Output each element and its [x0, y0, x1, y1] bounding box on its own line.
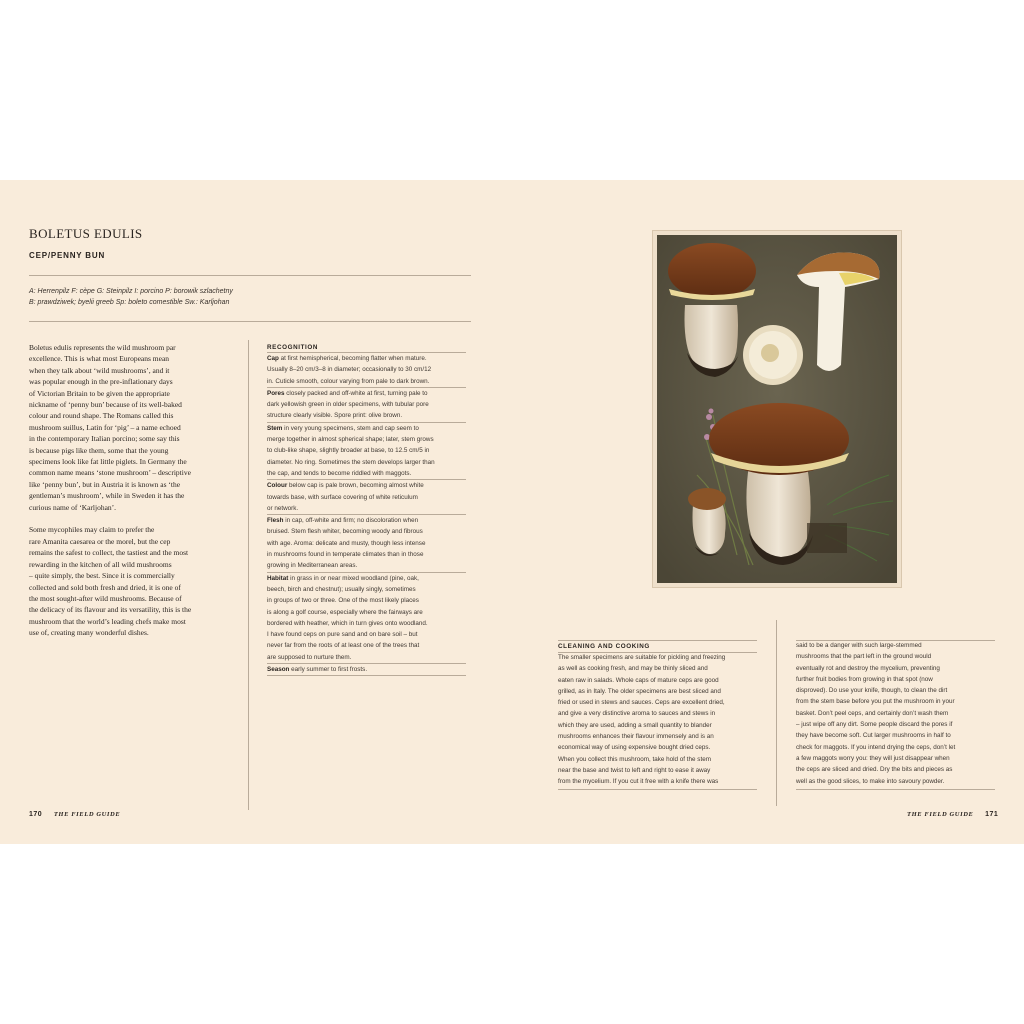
text-line: in. Cuticle smooth, colour varying from pale to dark brown. — [267, 377, 430, 385]
recognition-term: Colour — [267, 482, 288, 490]
text-line: – just wipe off any dirt. Some people discard the pores if — [796, 721, 953, 729]
text-line: in the contemporary Italian porcino; some say this — [29, 434, 180, 444]
text-line: curious name of ‘Karljohan’. — [29, 502, 117, 512]
species-title: BOLETUS EDULIS — [29, 226, 143, 241]
cooking-heading: CLEANING AND COOKING — [558, 643, 650, 650]
recognition-term: Stem — [267, 424, 283, 432]
text-line: in groups of two or three. One of the most likely places — [267, 597, 419, 605]
text-line: specimens look like fat little piglets. In Germany the — [29, 457, 187, 467]
text-line: I have found ceps on pure sand and on bare soil – but — [267, 631, 418, 639]
text-line: near the base and twist to left and right to ease it away — [558, 766, 711, 774]
text-line: nickname of ‘penny bun’ because of its well-baked — [29, 400, 182, 410]
right-column-divider — [776, 620, 777, 806]
cooking-bottom-rule — [558, 789, 757, 790]
text-line: mushroom suillus, Latin for ‘pig’ – a name echoed — [29, 422, 181, 432]
text-line: excellence. This is what most Europeans mean — [29, 354, 170, 364]
title-divider — [29, 275, 471, 276]
text-line: check for maggots. If you intend drying the ceps, don’t let — [796, 743, 956, 751]
common-names — [29, 286, 469, 308]
text-line: eventually rot and destroy the mycelium, preventing — [796, 664, 940, 672]
text-line: from the stem base before you put the mushroom in your — [796, 698, 955, 706]
text-line: further fruit bodies from growing in that spot (now — [796, 675, 933, 683]
text-line: structure clearly visible. Spore print: olive brown. — [267, 412, 403, 420]
recognition-text: below cap is pale brown, becoming almost white — [287, 482, 424, 490]
text-line: growing in Mediterranean areas. — [267, 562, 358, 570]
text-line: bordered with heather, which in turn gives onto woodland. — [267, 619, 428, 627]
text-line: the cap, and tends to become riddled with maggots. — [267, 469, 412, 477]
text-line: remains the safest to collect, the tastiest and the most — [29, 548, 189, 558]
text-line: like ‘penny bun’, but in Austria it is known as ‘the — [29, 479, 181, 489]
text-line: common name means ‘stone mushroom’ – descriptive — [29, 468, 191, 478]
text-line: towards base, with surface covering of white reticulum — [267, 493, 418, 501]
recognition-term: Cap — [267, 355, 279, 362]
text-line: diameter. No ring. Sometimes the stem develops larger than — [267, 458, 435, 466]
text-line: which they are used, adding a small quantity to blander — [558, 721, 712, 729]
text-line: use of, creating many wonderful dishes. — [29, 628, 149, 638]
text-line: was popular enough in the pre-inflationary days — [29, 377, 173, 387]
text-line: as well as cooking fresh, and may be thinly sliced and — [558, 665, 708, 673]
text-line: with age. Aroma: delicate and musty, though less intense — [267, 539, 426, 547]
text-line: Some mycophiles may claim to prefer the — [29, 525, 155, 535]
recognition-text: early summer to first frosts. — [289, 666, 368, 674]
text-line: The smaller specimens are suitable for pickling and freezing — [558, 654, 726, 661]
text-line: merge together in almost spherical shape; later, stem grows — [267, 436, 434, 444]
recognition-entry — [267, 387, 466, 422]
recognition-term: Habitat — [267, 574, 289, 582]
text-line — [267, 423, 466, 434]
recognition-term: Season — [267, 666, 290, 674]
text-line: rewarding in the kitchen of all wild mushrooms — [29, 559, 172, 569]
recognition-entry — [267, 479, 466, 514]
recognition-text: in grass in or near mixed woodland (pine, oak, — [288, 574, 419, 582]
text-line — [267, 515, 466, 526]
text-line: dark yellowish green in older specimens, with tubular pore — [267, 401, 429, 409]
intro-paragraph-2 — [29, 524, 235, 638]
intro-text — [29, 342, 235, 650]
text-line: the ceps are sliced and dried. Dry the bits and pieces as — [796, 766, 953, 774]
cooking-column-1 — [558, 652, 758, 788]
page-number: 171 — [985, 811, 999, 818]
text-line: when they talk about ‘wild mushrooms’, and it — [29, 365, 170, 375]
text-line: of Victorian Britain to be given the appropriate — [29, 388, 170, 398]
text-line: to club-like shape, slightly broader at base, to 12.5 cm/5 in — [267, 447, 430, 455]
mushroom-photo — [652, 230, 902, 588]
column-divider — [248, 340, 249, 810]
text-line: is along a golf course, especially where the fairways are — [267, 608, 423, 616]
text-line: mushroom that the world’s leading chefs make most — [29, 616, 186, 626]
text-line: fried or used in stews and sauces. Ceps are excellent dried, — [558, 699, 725, 707]
cooking-column-2 — [796, 640, 996, 787]
recognition-entry — [267, 663, 466, 676]
text-line: never far from the roots of at least one of the trees that — [267, 642, 420, 650]
recognition-entry — [267, 422, 466, 479]
text-line: gentleman’s mushroom’, while in Sweden it has the — [29, 491, 185, 501]
text-line — [267, 664, 466, 675]
cooking-top-rule — [558, 640, 757, 641]
text-line: Usually 8–20 cm/3–8 in diameter; occasionally to 30 cm/12 — [267, 366, 432, 374]
recognition-text: in cap, off-white and firm; no discoloration when — [283, 517, 419, 525]
recognition-text: in very young specimens, stem and cap seem to — [282, 424, 419, 432]
text-line: is because pigs like them, some that the young — [29, 445, 169, 455]
text-line: well as the good slices, to make into savoury powder. — [796, 777, 945, 785]
text-line: colour and round shape. The Romans called this — [29, 411, 174, 421]
cooking-col2-bottom-rule — [796, 789, 995, 790]
text-line — [267, 388, 466, 399]
text-line: or network. — [267, 504, 299, 512]
page-number: 170 — [29, 811, 43, 818]
text-line: beech, birch and chestnut); usually singly, sometimes — [267, 585, 416, 593]
text-line — [267, 573, 466, 584]
text-line: disproved). Do use your knife, though, to clean the dirt — [796, 687, 948, 695]
text-line: basket. Don’t peel ceps, and certainly don’t wash them — [796, 709, 949, 717]
left-folio — [29, 811, 120, 818]
text-line: bruised. Stem flesh whiter, becoming woody and fibrous — [267, 528, 423, 536]
text-line: the delicacy of its flavour and its versatility, this is the — [29, 605, 192, 615]
text-line: are supposed to nurture them. — [267, 653, 352, 661]
text-line: mushrooms that the part left in the ground would — [796, 653, 932, 661]
text-line: collected and sold both fresh and dried, it is one of — [29, 582, 181, 592]
recognition-entry — [267, 514, 466, 571]
text-line: and give a very distinctive aroma to sauces and stews in — [558, 710, 716, 718]
text-line: from the mycelium. If you cut it free with a knife there was — [558, 778, 719, 786]
recognition-term: Pores — [267, 389, 285, 397]
text-line: in mushrooms found in temperate climates than in those — [267, 551, 424, 559]
recognition-term: Flesh — [267, 517, 284, 525]
right-folio — [907, 811, 998, 818]
names-divider — [29, 321, 471, 322]
text-line: eaten raw in salads. Whole caps of mature ceps are good — [558, 676, 719, 684]
common-names-line: A: Herrenpilz F: cèpe G: Steinpilz I: porcino P: borowik szlachetny — [29, 288, 233, 295]
recognition-text: at first hemispherical, becoming flatter when mature. — [278, 355, 427, 362]
common-names-line: B: prawdziwek; byelii greeb Sp: boleto comestible Sw.: Karljohan — [29, 299, 230, 306]
recognition-list — [267, 352, 466, 676]
recognition-entry — [267, 352, 466, 387]
species-subtitle: CEP/PENNY BUN — [29, 251, 106, 260]
recognition-text: closely packed and off-white at first, turning pale to — [284, 389, 428, 397]
text-line — [267, 480, 466, 491]
intro-paragraph-1 — [29, 342, 235, 513]
text-line: a few maggots worry you: they will just disappear when — [796, 754, 950, 762]
text-line: – quite simply, the best. Since it is commercially — [29, 571, 175, 581]
text-line: grilled, as in Italy. The older specimens are best sliced and — [558, 687, 721, 695]
running-head: THE FIELD GUIDE — [53, 811, 121, 818]
recognition-entry — [267, 572, 466, 663]
text-line: economical way of using expensive bought dried ceps. — [558, 744, 711, 752]
text-line: the most sought-after wild mushrooms. Because of — [29, 593, 182, 603]
text-line: Boletus edulis represents the wild mushroom par — [29, 343, 176, 352]
cep-mushrooms-image — [657, 235, 897, 583]
text-line — [267, 353, 466, 364]
running-head: THE FIELD GUIDE — [907, 811, 974, 818]
text-line: mushrooms enhances their flavour immensely and is an — [558, 733, 714, 741]
recognition-heading: RECOGNITION — [267, 344, 319, 351]
text-line: said to be a danger with such large-stemmed — [796, 642, 922, 649]
text-line: they have become soft. Cut larger mushrooms in half to — [796, 732, 951, 740]
text-line: When you collect this mushroom, take hold of the stem — [558, 755, 711, 763]
text-line: rare Amanita caesarea or the morel, but the cep — [29, 536, 171, 546]
